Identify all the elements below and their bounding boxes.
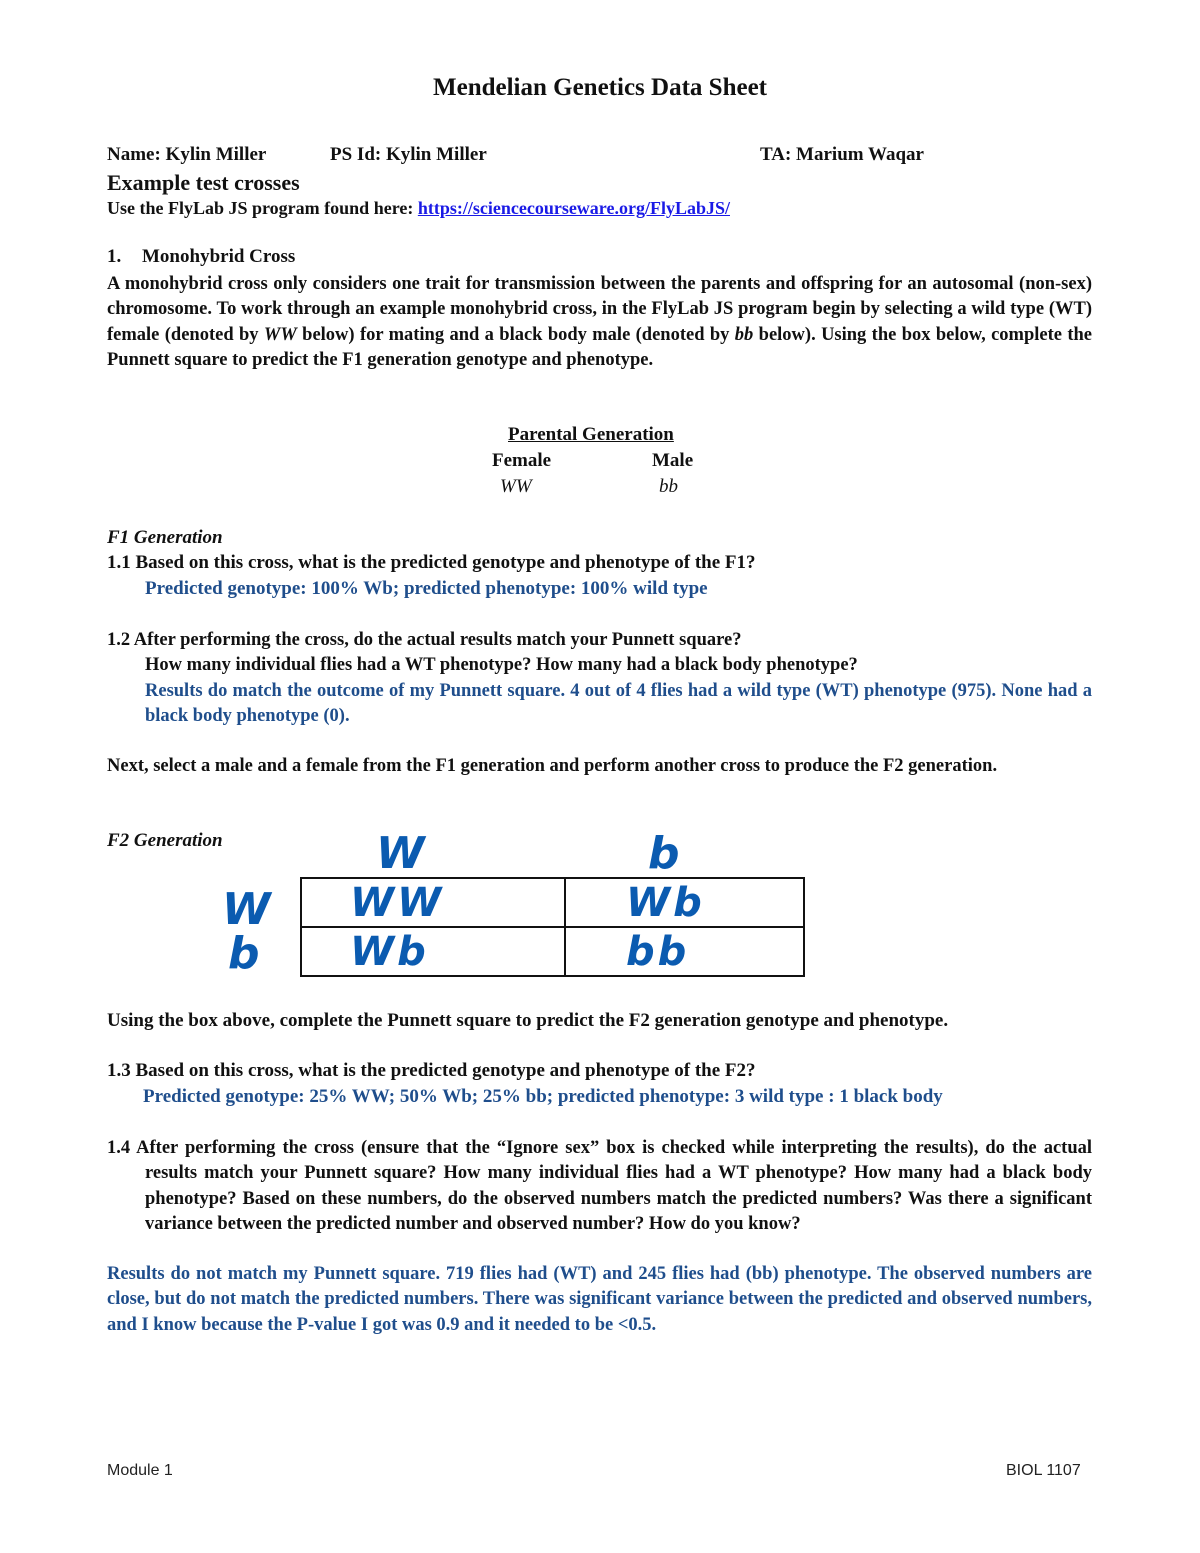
f1-heading: F1 Generation [107, 527, 223, 548]
ta-name: TA: Marium Waqar [760, 144, 924, 165]
flylab-link[interactable]: https://sciencecourseware.org/FlyLabJS/ [417, 198, 730, 218]
punnett-cell-value: Wb [350, 928, 429, 975]
question-1-2-line2: How many individual flies had a WT phenotype? How many had a black body phenotype? [145, 655, 858, 676]
female-label: Female [492, 450, 552, 471]
section-title: Monohybrid Cross [142, 246, 296, 267]
question-1-2-number: 1.2 [107, 630, 131, 650]
female-genotype: WW [500, 476, 532, 497]
question-1-2 [107, 628, 1092, 679]
punnett-row [301, 878, 804, 927]
next-instructions: Next, select a male and a female from the F1 generation and perform another cross to produce the F2 generation. [107, 756, 998, 776]
section-heading [107, 246, 295, 268]
question-1-3: 1.3 Based on this cross, what is the predicted genotype and phenotype of the F2? [107, 1060, 756, 1081]
f2-heading: F2 Generation [107, 830, 223, 851]
intro-text-1: A monohybrid cross only considers one trait for transmission between the parents and offspring for an autosomal (non-sex) chromosome. To work through an example monohybrid cross, in the FlyLab JS program begin by selecting a wild type (WT) female (denoted by [107, 274, 1092, 345]
section-number: 1. [107, 246, 122, 267]
student-name: Name: Kylin Miller [107, 144, 267, 165]
footer-course: BIOL 1107 [1006, 1462, 1081, 1479]
question-1-4: 1.4 After performing the cross (ensure that the “Ignore sex” box is checked while interpreting the results), do the actual results match your Punnett square? How many individual flies had a WT phenotype? How many had a black body phenotype? Based on these numbers, do the observed numbers match the predicted numbers? Was there a significant variance between the predicted number and observed number? How do you know? [107, 1138, 1092, 1234]
intro-text-2: below) for mating and a black body male (denoted by [296, 324, 735, 345]
intro-bb: bb [734, 324, 754, 345]
answer-1-4: Results do not match my Punnett square. 719 flies had (WT) and 245 flies had (bb) phenotype. The observed numbers are close, but do not match the predicted numbers. There was significant variance between the predicted and observed numbers, and I know because the P-value I got was 0.9 and it needed to be <0.5. [107, 1264, 1092, 1335]
punnett-square [300, 877, 805, 977]
intro-text-3: below). Using the box below, complete the Punnett square to predict the F1 generation genotype and phenotype. [107, 324, 1092, 370]
ps-id: PS Id: Kylin Miller [330, 144, 487, 165]
intro-ww: WW [263, 324, 297, 345]
punnett-row [301, 927, 804, 976]
punnett-cell-value: Wb [626, 879, 705, 926]
punnett-row-allele-2: b [228, 928, 262, 979]
answer-1-2: Results do match the outcome of my Punnett square. 4 out of 4 flies had a wild type (WT) phenotype (975). None had a black body phenotype (0). [145, 681, 1092, 727]
male-label: Male [652, 450, 694, 471]
intro-paragraph [107, 272, 1092, 373]
question-1-1: 1.1 Based on this cross, what is the predicted genotype and phenotype of the F1? [107, 552, 756, 573]
punnett-cell [301, 878, 565, 927]
punnett-col-allele-2: b [648, 828, 682, 879]
f2-instructions: Using the box above, complete the Punnett square to predict the F2 generation genotype and phenotype. [107, 1010, 949, 1031]
punnett-cell-value: WW [350, 879, 445, 926]
answer-1-3: Predicted genotype: 25% WW; 50% Wb; 25% bb; predicted phenotype: 3 wild type : 1 black body [143, 1086, 943, 1107]
punnett-row-allele-1: W [222, 884, 273, 935]
section-subtitle: Example test crosses [107, 170, 300, 195]
male-genotype: bb [659, 476, 678, 497]
punnett-cell-value: bb [626, 928, 690, 975]
question-1-2-line1: After performing the cross, do the actual results match your Punnett square? [133, 630, 742, 650]
flylab-instruction [107, 198, 730, 219]
parental-heading: Parental Generation [508, 424, 674, 445]
flylab-instruction-text: Use the FlyLab JS program found here: [107, 198, 418, 218]
punnett-cell [301, 927, 565, 976]
page-title: Mendelian Genetics Data Sheet [433, 74, 767, 101]
footer-module: Module 1 [107, 1462, 173, 1479]
answer-1-1: Predicted genotype: 100% Wb; predicted phenotype: 100% wild type [145, 578, 708, 599]
punnett-col-allele-1: W [376, 828, 427, 879]
punnett-cell [565, 927, 804, 976]
punnett-cell [565, 878, 804, 927]
